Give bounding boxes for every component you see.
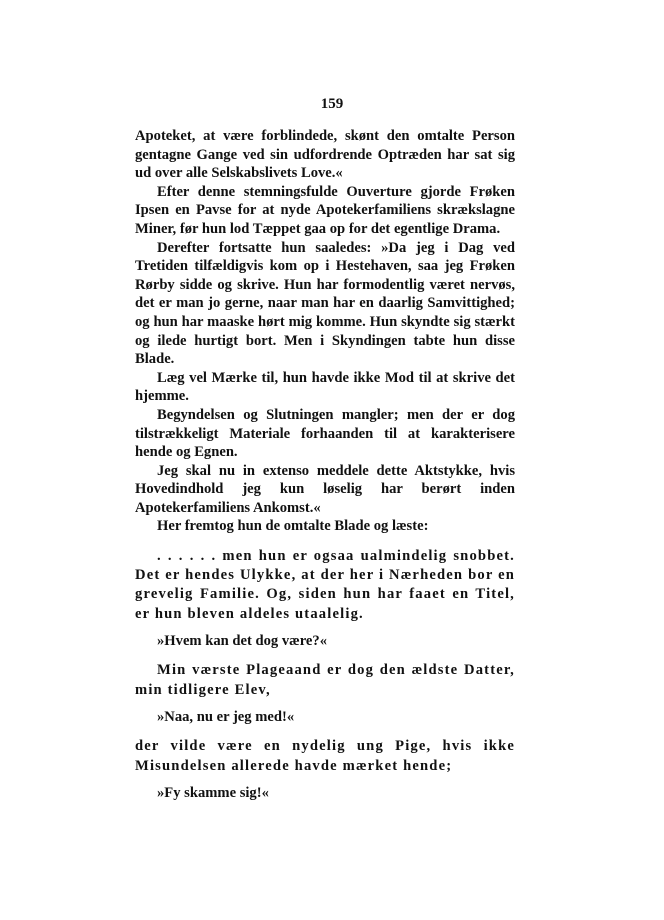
paragraph-fremtog: Her fremtog hun de omtalte Blade og læste: bbox=[157, 518, 429, 535]
page-body bbox=[135, 127, 515, 802]
letter-excerpt-1: . . . . . . men hun er ogsaa ualmindelig snobbet. Det er hendes Ulykke, at der her i Nærheden bor en grevelig Familie. Og, siden hun har faaet en Titel, er hun bleven aldeles utaalelig. bbox=[135, 548, 515, 622]
paragraph-hestehaven: Derefter fortsatte hun saaledes: »Da jeg i Dag ved Tretiden tilfældigvis kom op i Hestehaven, saa jeg Frøken Rørby sidde og skrive. Hun har formodentlig været nervøs, det er man jo gerne, naar man har en daarlig Samvittighed; og hun har maaske hørt mig komme. Hun skyndte sig stærkt og ilede hurtigt bort. Men i Skyndingen tabte hun disse Blade. bbox=[135, 239, 515, 368]
paragraph-begyndelsen: Begyndelsen og Slutningen mangler; men der er dog tilstrækkeligt Materiale forhaanden til at karakterisere hende og Egnen. bbox=[135, 406, 515, 461]
page-number: 159 bbox=[320, 96, 344, 112]
paragraph-maerke: Læg vel Mærke til, hun havde ikke Mod til at skrive det hjemme. bbox=[135, 369, 515, 405]
interjection-naa: »Naa, nu er jeg med!« bbox=[157, 708, 295, 725]
paragraph-continuation: Apoteket, at være forblindede, skønt den omtalte Person gentagne Gange ved sin udfordrende Optræden har sat sig ud over alle Selskabslivets Love.« bbox=[135, 128, 515, 182]
paragraph-aktstykke: Jeg skal nu in extenso meddele dette Aktstykke, hvis Hovedindhold jeg kun løselig har berørt inden Apotekerfamiliens Ankomst.« bbox=[135, 462, 515, 516]
interjection-hvem: »Hvem kan det dog være?« bbox=[157, 632, 327, 649]
letter-excerpt-2: Min værste Plageaand er dog den ældste Datter, min tidligere Elev, bbox=[135, 662, 515, 698]
paragraph-ouverture: Efter denne stemningsfulde Ouverture gjorde Frøken Ipsen en Pavse for at nyde Apotekerfamiliens skrækslagne Miner, før hun lod Tæppet gaa op for det egentlige Drama. bbox=[135, 183, 515, 237]
letter-excerpt-3: der vilde være en nydelig ung Pige, hvis ikke Misundelsen allerede havde mærket hende; bbox=[135, 738, 515, 774]
interjection-fy: »Fy skamme sig!« bbox=[157, 784, 269, 801]
